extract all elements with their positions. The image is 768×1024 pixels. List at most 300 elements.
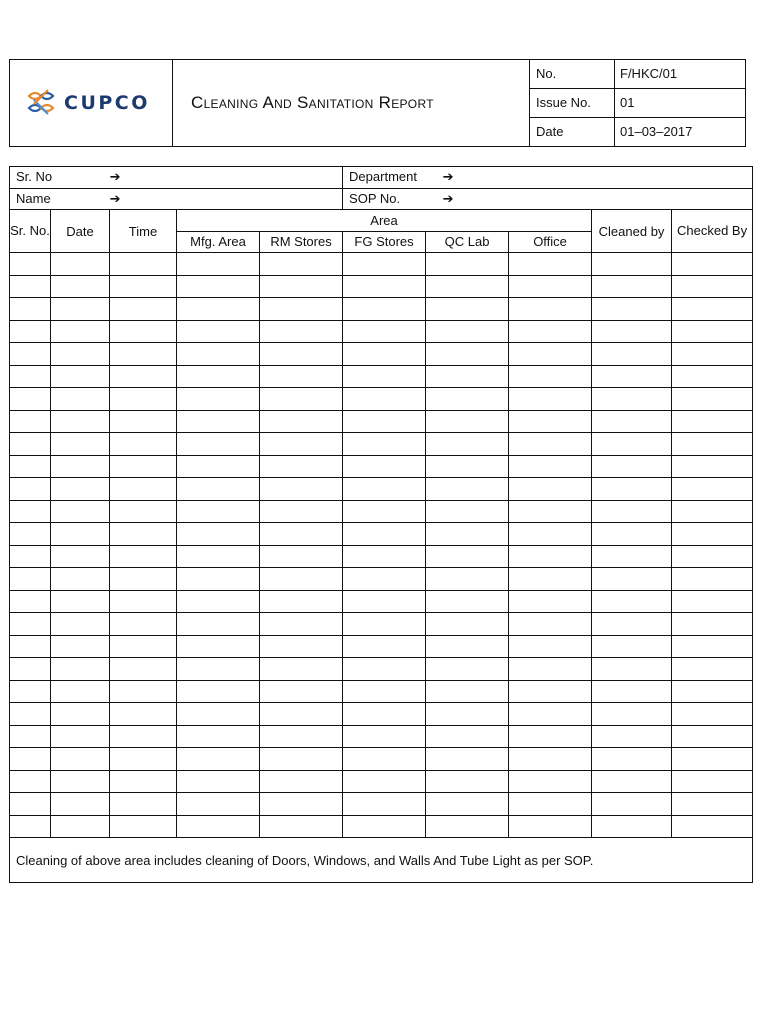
- table-cell[interactable]: [51, 635, 110, 658]
- table-cell[interactable]: [260, 545, 343, 568]
- table-cell[interactable]: [343, 793, 426, 816]
- table-cell[interactable]: [177, 365, 260, 388]
- table-cell[interactable]: [672, 658, 753, 681]
- col-date: Date: [51, 210, 110, 253]
- table-cell[interactable]: [343, 455, 426, 478]
- table-cell[interactable]: [592, 545, 672, 568]
- table-cell[interactable]: [509, 478, 592, 501]
- table-cell[interactable]: [672, 545, 753, 568]
- table-cell[interactable]: [110, 343, 177, 366]
- table-cell[interactable]: [672, 455, 753, 478]
- table-cell[interactable]: [10, 388, 51, 411]
- table-cell[interactable]: [426, 613, 509, 636]
- table-cell[interactable]: [51, 478, 110, 501]
- table-cell[interactable]: [672, 793, 753, 816]
- table-cell[interactable]: [592, 433, 672, 456]
- table-cell[interactable]: [672, 613, 753, 636]
- table-cell[interactable]: [672, 725, 753, 748]
- table-cell[interactable]: [10, 455, 51, 478]
- table-cell[interactable]: [592, 568, 672, 591]
- table-cell[interactable]: [672, 343, 753, 366]
- table-cell[interactable]: [592, 365, 672, 388]
- table-cell[interactable]: [51, 793, 110, 816]
- table-cell[interactable]: [51, 523, 110, 546]
- form-header: [9, 59, 746, 147]
- table-cell[interactable]: [426, 725, 509, 748]
- table-row: [10, 748, 753, 771]
- table-cell[interactable]: [592, 815, 672, 838]
- table-cell[interactable]: [10, 658, 51, 681]
- table-row: [10, 613, 753, 636]
- table-cell[interactable]: [509, 815, 592, 838]
- table-cell[interactable]: [509, 433, 592, 456]
- table-cell[interactable]: [426, 410, 509, 433]
- table-cell[interactable]: [260, 253, 343, 276]
- table-cell[interactable]: [672, 635, 753, 658]
- table-cell[interactable]: [672, 365, 753, 388]
- table-cell[interactable]: [51, 725, 110, 748]
- table-cell[interactable]: [177, 815, 260, 838]
- table-cell[interactable]: [509, 343, 592, 366]
- table-cell[interactable]: [509, 410, 592, 433]
- table-cell[interactable]: [177, 770, 260, 793]
- table-cell[interactable]: [426, 343, 509, 366]
- table-cell[interactable]: [260, 410, 343, 433]
- table-cell[interactable]: [592, 748, 672, 771]
- table-cell[interactable]: [592, 410, 672, 433]
- table-cell[interactable]: [10, 568, 51, 591]
- table-cell[interactable]: [177, 343, 260, 366]
- table-cell[interactable]: [672, 590, 753, 613]
- table-cell[interactable]: [509, 545, 592, 568]
- table-cell[interactable]: [426, 703, 509, 726]
- table-cell[interactable]: [426, 478, 509, 501]
- table-row: [10, 433, 753, 456]
- document-meta: [530, 60, 745, 146]
- table-cell[interactable]: [51, 680, 110, 703]
- cleaning-log-table: [9, 166, 753, 883]
- table-cell[interactable]: [260, 478, 343, 501]
- table-cell[interactable]: [177, 545, 260, 568]
- table-cell[interactable]: [343, 478, 426, 501]
- table-cell[interactable]: [110, 500, 177, 523]
- table-cell[interactable]: [592, 793, 672, 816]
- table-cell[interactable]: [110, 725, 177, 748]
- table-cell[interactable]: [672, 770, 753, 793]
- arrow-icon: ➔: [109, 170, 121, 186]
- table-cell[interactable]: [260, 523, 343, 546]
- department-field[interactable]: [343, 167, 753, 189]
- table-row: [10, 410, 753, 433]
- table-cell[interactable]: [343, 703, 426, 726]
- table-cell[interactable]: [51, 748, 110, 771]
- table-cell[interactable]: [426, 545, 509, 568]
- table-cell[interactable]: [260, 703, 343, 726]
- table-cell[interactable]: [509, 523, 592, 546]
- table-cell[interactable]: [509, 253, 592, 276]
- table-cell[interactable]: [426, 680, 509, 703]
- table-cell[interactable]: [672, 500, 753, 523]
- name-field[interactable]: [10, 188, 343, 210]
- table-cell[interactable]: [426, 568, 509, 591]
- sr-no-field[interactable]: [10, 167, 343, 189]
- table-cell[interactable]: [426, 590, 509, 613]
- table-cell[interactable]: [10, 433, 51, 456]
- table-cell[interactable]: [51, 658, 110, 681]
- table-cell[interactable]: [672, 523, 753, 546]
- table-cell[interactable]: [343, 590, 426, 613]
- table-cell[interactable]: [672, 433, 753, 456]
- table-row: [10, 703, 753, 726]
- table-cell[interactable]: [343, 613, 426, 636]
- table-cell[interactable]: [343, 410, 426, 433]
- table-cell[interactable]: [110, 635, 177, 658]
- table-cell[interactable]: [509, 725, 592, 748]
- table-cell[interactable]: [10, 320, 51, 343]
- table-cell[interactable]: [592, 613, 672, 636]
- table-cell[interactable]: [10, 545, 51, 568]
- table-cell[interactable]: [343, 433, 426, 456]
- table-cell[interactable]: [10, 613, 51, 636]
- table-cell[interactable]: [177, 478, 260, 501]
- table-cell[interactable]: [426, 365, 509, 388]
- table-cell[interactable]: [260, 725, 343, 748]
- table-cell[interactable]: [343, 568, 426, 591]
- table-cell[interactable]: [343, 343, 426, 366]
- table-cell[interactable]: [672, 275, 753, 298]
- table-cell[interactable]: [110, 613, 177, 636]
- table-cell[interactable]: [177, 523, 260, 546]
- table-cell[interactable]: [592, 703, 672, 726]
- table-cell[interactable]: [177, 703, 260, 726]
- table-cell[interactable]: [426, 253, 509, 276]
- table-cell[interactable]: [51, 298, 110, 321]
- table-cell[interactable]: [343, 680, 426, 703]
- table-row: [10, 365, 753, 388]
- table-cell[interactable]: [177, 500, 260, 523]
- table-cell[interactable]: [177, 680, 260, 703]
- table-cell[interactable]: [509, 748, 592, 771]
- table-cell[interactable]: [509, 365, 592, 388]
- table-cell[interactable]: [110, 590, 177, 613]
- table-cell[interactable]: [426, 748, 509, 771]
- table-cell[interactable]: [177, 590, 260, 613]
- table-cell[interactable]: [343, 748, 426, 771]
- table-cell[interactable]: [343, 635, 426, 658]
- table-cell[interactable]: [592, 523, 672, 546]
- table-row: [10, 253, 753, 276]
- table-cell[interactable]: [509, 635, 592, 658]
- table-cell[interactable]: [672, 253, 753, 276]
- table-cell[interactable]: [51, 815, 110, 838]
- report-title: Cleaning And Sanitation Report: [191, 93, 434, 112]
- table-cell[interactable]: [110, 433, 177, 456]
- meta-row-date: [530, 118, 745, 146]
- table-cell[interactable]: [10, 815, 51, 838]
- table-cell[interactable]: [260, 680, 343, 703]
- table-cell[interactable]: [509, 455, 592, 478]
- table-cell[interactable]: [110, 815, 177, 838]
- table-cell[interactable]: [509, 680, 592, 703]
- table-cell[interactable]: [110, 275, 177, 298]
- col-area: Area: [177, 210, 592, 232]
- table-cell[interactable]: [10, 500, 51, 523]
- cupco-logo-icon: [24, 86, 58, 120]
- table-cell[interactable]: [592, 388, 672, 411]
- table-cell[interactable]: [110, 478, 177, 501]
- table-cell[interactable]: [110, 365, 177, 388]
- table-cell[interactable]: [51, 253, 110, 276]
- table-cell[interactable]: [426, 388, 509, 411]
- table-cell[interactable]: [10, 793, 51, 816]
- table-cell[interactable]: [592, 275, 672, 298]
- table-cell[interactable]: [110, 568, 177, 591]
- table-cell[interactable]: [51, 410, 110, 433]
- table-cell[interactable]: [343, 365, 426, 388]
- table-cell[interactable]: [177, 748, 260, 771]
- table-cell[interactable]: [177, 253, 260, 276]
- table-cell[interactable]: [260, 815, 343, 838]
- company-logo: [10, 60, 173, 146]
- table-cell[interactable]: [260, 748, 343, 771]
- table-cell[interactable]: [592, 725, 672, 748]
- table-cell[interactable]: [260, 770, 343, 793]
- footer-note: Cleaning of above area includes cleaning of Doors, Windows, and Walls And Tube Light as per SOP.: [10, 838, 753, 883]
- table-cell[interactable]: [110, 770, 177, 793]
- table-cell[interactable]: [51, 455, 110, 478]
- table-cell[interactable]: [592, 658, 672, 681]
- table-cell[interactable]: [260, 658, 343, 681]
- table-cell[interactable]: [51, 500, 110, 523]
- table-cell[interactable]: [10, 680, 51, 703]
- table-cell[interactable]: [509, 275, 592, 298]
- table-cell[interactable]: [509, 613, 592, 636]
- table-cell[interactable]: [672, 680, 753, 703]
- table-cell[interactable]: [426, 523, 509, 546]
- table-cell[interactable]: [110, 388, 177, 411]
- table-cell[interactable]: [10, 253, 51, 276]
- table-cell[interactable]: [426, 793, 509, 816]
- arrow-icon: ➔: [109, 191, 121, 207]
- table-cell[interactable]: [10, 703, 51, 726]
- table-cell[interactable]: [426, 770, 509, 793]
- table-cell[interactable]: [343, 545, 426, 568]
- table-cell[interactable]: [260, 343, 343, 366]
- table-cell[interactable]: [177, 320, 260, 343]
- table-cell[interactable]: [509, 793, 592, 816]
- table-cell[interactable]: [592, 253, 672, 276]
- table-cell[interactable]: [426, 658, 509, 681]
- table-cell[interactable]: [110, 410, 177, 433]
- table-cell[interactable]: [51, 545, 110, 568]
- table-cell[interactable]: [426, 455, 509, 478]
- table-cell[interactable]: [592, 500, 672, 523]
- table-cell[interactable]: [592, 455, 672, 478]
- table-cell[interactable]: [10, 725, 51, 748]
- table-cell[interactable]: [110, 703, 177, 726]
- table-cell[interactable]: [51, 433, 110, 456]
- table-cell[interactable]: [343, 320, 426, 343]
- table-cell[interactable]: [672, 410, 753, 433]
- table-cell[interactable]: [592, 343, 672, 366]
- table-cell[interactable]: [10, 298, 51, 321]
- table-cell[interactable]: [260, 298, 343, 321]
- table-cell[interactable]: [343, 815, 426, 838]
- table-cell[interactable]: [343, 388, 426, 411]
- table-cell[interactable]: [343, 500, 426, 523]
- table-cell[interactable]: [426, 298, 509, 321]
- table-cell[interactable]: [426, 320, 509, 343]
- table-cell[interactable]: [426, 500, 509, 523]
- table-cell[interactable]: [51, 343, 110, 366]
- table-cell[interactable]: [110, 320, 177, 343]
- table-cell[interactable]: [343, 298, 426, 321]
- table-cell[interactable]: [51, 590, 110, 613]
- table-cell[interactable]: [260, 590, 343, 613]
- table-cell[interactable]: [592, 770, 672, 793]
- table-cell[interactable]: [592, 320, 672, 343]
- table-cell[interactable]: [426, 635, 509, 658]
- col-time: Time: [110, 210, 177, 253]
- table-cell[interactable]: [51, 568, 110, 591]
- table-cell[interactable]: [177, 298, 260, 321]
- table-cell[interactable]: [110, 455, 177, 478]
- table-cell[interactable]: [51, 770, 110, 793]
- table-cell[interactable]: [51, 320, 110, 343]
- table-cell[interactable]: [110, 658, 177, 681]
- table-cell[interactable]: [177, 275, 260, 298]
- table-cell[interactable]: [343, 253, 426, 276]
- table-cell[interactable]: [51, 613, 110, 636]
- table-cell[interactable]: [672, 320, 753, 343]
- arrow-icon: ➔: [442, 170, 454, 186]
- table-cell[interactable]: [509, 388, 592, 411]
- table-cell[interactable]: [672, 568, 753, 591]
- table-cell[interactable]: [343, 523, 426, 546]
- table-cell[interactable]: [177, 455, 260, 478]
- table-cell[interactable]: [51, 365, 110, 388]
- table-cell[interactable]: [10, 590, 51, 613]
- table-cell[interactable]: [592, 635, 672, 658]
- table-cell[interactable]: [343, 770, 426, 793]
- table-cell[interactable]: [10, 343, 51, 366]
- table-cell[interactable]: [177, 433, 260, 456]
- table-cell[interactable]: [509, 298, 592, 321]
- table-cell[interactable]: [592, 298, 672, 321]
- table-cell[interactable]: [260, 275, 343, 298]
- table-cell[interactable]: [177, 388, 260, 411]
- table-cell[interactable]: [343, 725, 426, 748]
- table-cell[interactable]: [260, 365, 343, 388]
- table-cell[interactable]: [509, 590, 592, 613]
- table-cell[interactable]: [260, 433, 343, 456]
- table-cell[interactable]: [177, 793, 260, 816]
- table-cell[interactable]: [592, 478, 672, 501]
- table-cell[interactable]: [177, 410, 260, 433]
- table-cell[interactable]: [10, 275, 51, 298]
- table-cell[interactable]: [672, 388, 753, 411]
- table-cell[interactable]: [509, 568, 592, 591]
- table-cell[interactable]: [10, 478, 51, 501]
- table-cell[interactable]: [51, 703, 110, 726]
- table-cell[interactable]: [110, 680, 177, 703]
- table-cell[interactable]: [177, 568, 260, 591]
- table-cell[interactable]: [509, 703, 592, 726]
- logo-text: CUPCO: [64, 92, 150, 114]
- table-cell[interactable]: [51, 388, 110, 411]
- table-cell[interactable]: [672, 815, 753, 838]
- col-area-fg-stores: FG Stores: [343, 231, 426, 253]
- table-cell[interactable]: [10, 410, 51, 433]
- table-cell[interactable]: [260, 793, 343, 816]
- table-cell[interactable]: [592, 590, 672, 613]
- table-cell[interactable]: [51, 275, 110, 298]
- table-cell[interactable]: [509, 500, 592, 523]
- table-cell[interactable]: [426, 433, 509, 456]
- table-cell[interactable]: [260, 500, 343, 523]
- table-cell[interactable]: [110, 793, 177, 816]
- table-cell[interactable]: [10, 635, 51, 658]
- table-cell[interactable]: [260, 635, 343, 658]
- table-cell[interactable]: [110, 253, 177, 276]
- table-cell[interactable]: [177, 725, 260, 748]
- table-cell[interactable]: [260, 568, 343, 591]
- col-area-qc-lab: QC Lab: [426, 231, 509, 253]
- col-sr-no: Sr. No.: [10, 210, 51, 253]
- table-cell[interactable]: [110, 748, 177, 771]
- table-row: [10, 545, 753, 568]
- table-cell[interactable]: [426, 815, 509, 838]
- table-cell[interactable]: [110, 523, 177, 546]
- table-cell[interactable]: [343, 658, 426, 681]
- table-cell[interactable]: [672, 298, 753, 321]
- table-cell[interactable]: [672, 703, 753, 726]
- table-cell[interactable]: [10, 748, 51, 771]
- table-row: [10, 680, 753, 703]
- meta-value: F/HKC/01: [620, 66, 678, 81]
- table-cell[interactable]: [509, 658, 592, 681]
- name-label: Name: [16, 190, 51, 206]
- sop-field[interactable]: [343, 188, 753, 210]
- table-row: [10, 343, 753, 366]
- col-area-rm-stores: RM Stores: [260, 231, 343, 253]
- table-cell[interactable]: [110, 298, 177, 321]
- meta-row-number: [530, 60, 745, 89]
- meta-value: 01–03–2017: [620, 124, 693, 139]
- table-cell[interactable]: [260, 613, 343, 636]
- table-cell[interactable]: [110, 545, 177, 568]
- table-cell[interactable]: [509, 320, 592, 343]
- table-cell[interactable]: [177, 635, 260, 658]
- table-cell[interactable]: [592, 680, 672, 703]
- table-cell[interactable]: [672, 748, 753, 771]
- table-cell[interactable]: [260, 455, 343, 478]
- table-cell[interactable]: [426, 275, 509, 298]
- table-cell[interactable]: [177, 613, 260, 636]
- table-cell[interactable]: [260, 388, 343, 411]
- table-row: [10, 478, 753, 501]
- table-cell[interactable]: [509, 770, 592, 793]
- col-checked-by: Checked By: [672, 210, 753, 253]
- table-cell[interactable]: [260, 320, 343, 343]
- table-cell[interactable]: [177, 658, 260, 681]
- table-cell[interactable]: [10, 770, 51, 793]
- table-cell[interactable]: [672, 478, 753, 501]
- table-cell[interactable]: [10, 365, 51, 388]
- table-cell[interactable]: [10, 523, 51, 546]
- meta-value: 01: [620, 95, 635, 110]
- table-cell[interactable]: [343, 275, 426, 298]
